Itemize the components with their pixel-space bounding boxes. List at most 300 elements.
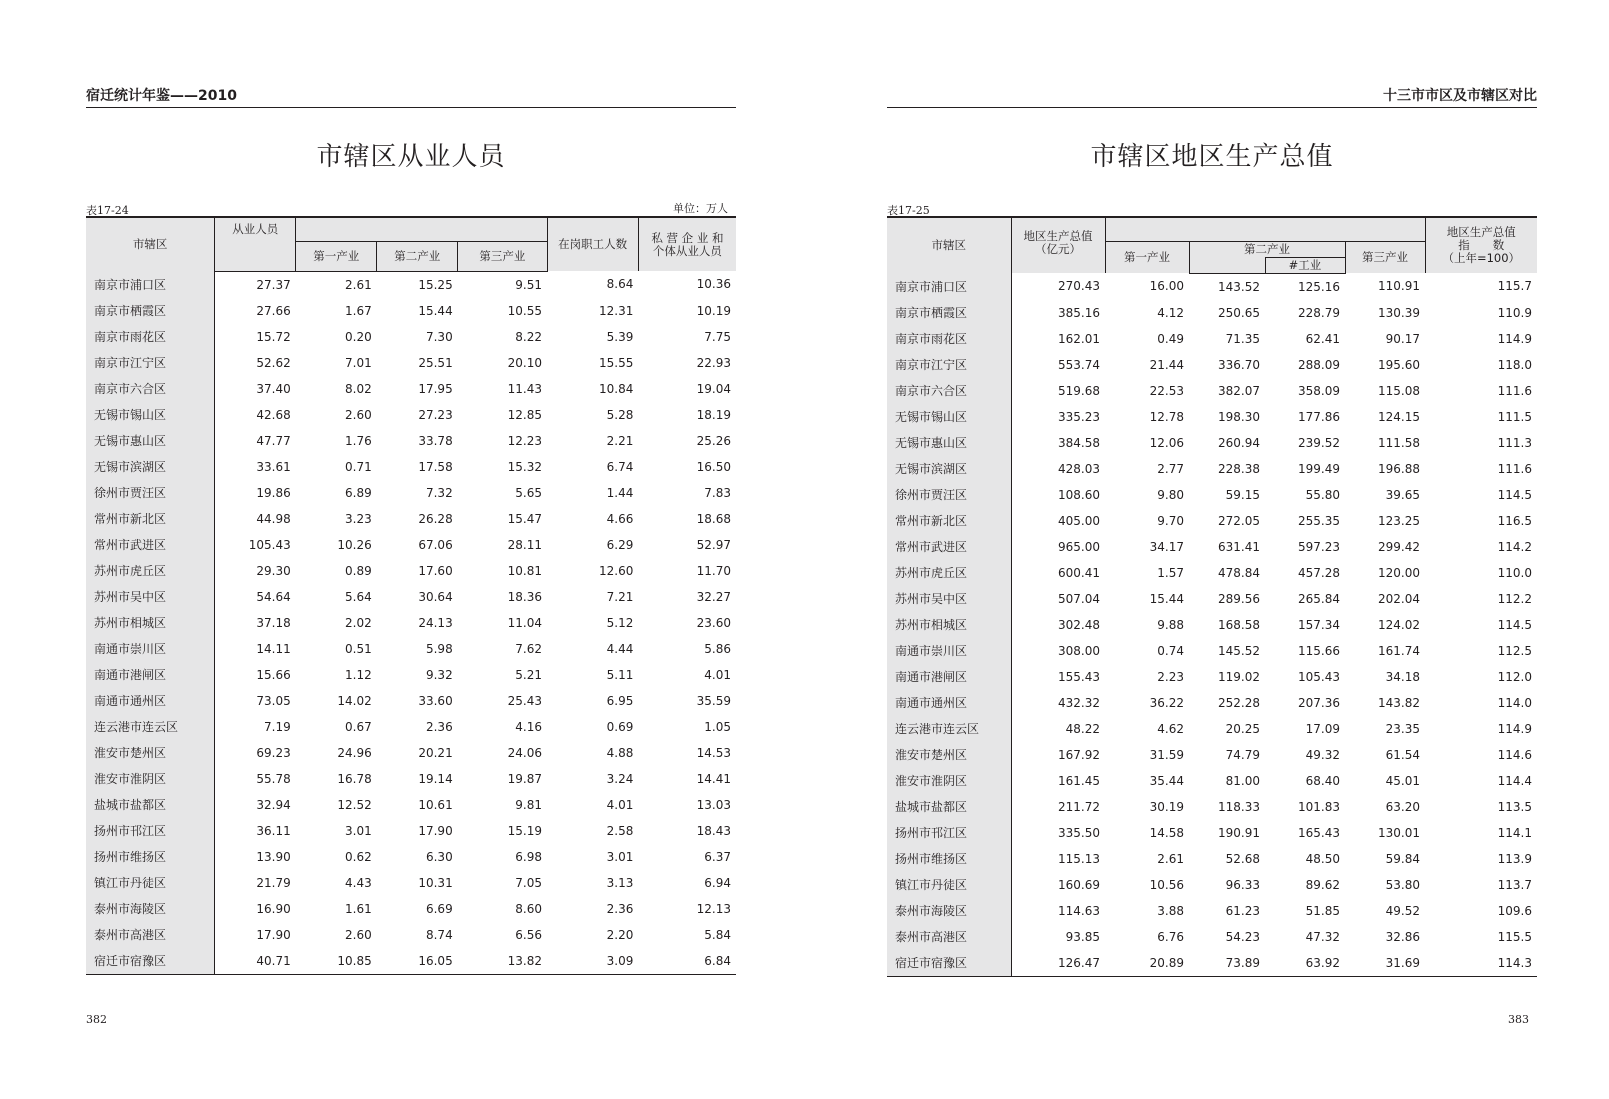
row-cell: 2.60 xyxy=(345,927,372,942)
row-cell: 27.37 xyxy=(256,277,291,292)
row-cell: 15.55 xyxy=(599,355,634,370)
row-district-name: 常州市武进区 xyxy=(887,534,1011,560)
row-cell: 5.12 xyxy=(606,615,634,630)
row-district-name: 南通市崇川区 xyxy=(86,636,215,662)
row-cell: 10.56 xyxy=(1149,877,1184,892)
row-cell: 190.91 xyxy=(1218,825,1260,840)
row-cell: 1.57 xyxy=(1157,565,1184,580)
row-cell: 196.88 xyxy=(1378,461,1420,476)
row-cell: 115.13 xyxy=(1058,851,1100,866)
row-cell: 17.95 xyxy=(418,381,453,396)
row-district-name: 盐城市盐都区 xyxy=(86,792,215,818)
row-cell: 382.07 xyxy=(1218,383,1260,398)
row-cell: 432.32 xyxy=(1058,695,1100,710)
row-cell: 123.25 xyxy=(1378,513,1420,528)
row-district-name: 徐州市贾汪区 xyxy=(887,482,1011,508)
row-cell: 1.05 xyxy=(704,719,731,734)
row-cell: 114.4 xyxy=(1497,773,1532,788)
row-cell: 199.49 xyxy=(1298,461,1340,476)
row-cell: 0.89 xyxy=(345,563,372,578)
row-district-name: 南京市六合区 xyxy=(86,376,215,402)
row-district-name: 无锡市惠山区 xyxy=(887,430,1011,456)
row-cell: 10.26 xyxy=(337,537,372,552)
row-cell: 15.19 xyxy=(507,823,542,838)
row-cell: 6.84 xyxy=(638,948,736,975)
row-cell: 48.50 xyxy=(1305,851,1340,866)
row-cell: 4.01 xyxy=(704,667,731,682)
table-row xyxy=(887,378,1537,404)
row-cell: 2.36 xyxy=(606,901,634,916)
row-cell: 4.16 xyxy=(515,719,542,734)
row-cell: 35.44 xyxy=(1149,773,1184,788)
header-district: 市辖区 xyxy=(86,217,215,271)
row-district-name: 镇江市丹徒区 xyxy=(887,872,1011,898)
table-row xyxy=(86,688,736,714)
row-cell: 198.30 xyxy=(1218,409,1260,424)
row-cell: 160.69 xyxy=(1058,877,1100,892)
row-cell: 7.75 xyxy=(704,329,731,344)
row-cell: 130.39 xyxy=(1378,305,1420,320)
table-row xyxy=(86,584,736,610)
row-cell: 0.74 xyxy=(1157,643,1184,658)
row-cell: 195.60 xyxy=(1378,357,1420,372)
row-cell: 16.78 xyxy=(337,771,372,786)
row-cell: 2.61 xyxy=(1157,851,1184,866)
row-cell: 13.03 xyxy=(696,797,731,812)
row-cell: 270.43 xyxy=(1058,279,1100,294)
row-cell: 15.44 xyxy=(418,303,453,318)
row-cell: 113.7 xyxy=(1497,877,1532,892)
row-cell: 33.61 xyxy=(256,459,291,474)
row-district-name: 镇江市丹徒区 xyxy=(86,870,215,896)
table-row xyxy=(887,950,1537,977)
table-row xyxy=(887,273,1537,300)
row-district-name: 淮安市淮阴区 xyxy=(86,766,215,792)
row-cell: 33.78 xyxy=(418,433,453,448)
row-cell: 120.00 xyxy=(1378,565,1420,580)
row-cell: 115.08 xyxy=(1378,383,1420,398)
row-district-name: 苏州市相城区 xyxy=(86,610,215,636)
table-row xyxy=(887,612,1537,638)
table-row xyxy=(887,560,1537,586)
table-row xyxy=(887,664,1537,690)
table-row xyxy=(887,482,1537,508)
row-district-name: 连云港市连云区 xyxy=(887,716,1011,742)
table-row xyxy=(86,948,736,975)
row-cell: 26.28 xyxy=(418,511,453,526)
row-cell: 4.01 xyxy=(606,797,634,812)
row-cell: 3.09 xyxy=(547,948,638,975)
row-cell: 336.70 xyxy=(1218,357,1260,372)
page-title-left: 市辖区从业人员 xyxy=(316,142,506,172)
row-cell: 67.06 xyxy=(418,537,453,552)
header-private-line2: 个体从业人员 xyxy=(652,243,722,258)
table-row xyxy=(86,896,736,922)
row-cell: 5.65 xyxy=(515,485,542,500)
row-cell: 111.6 xyxy=(1497,383,1532,398)
header-gdp-primary: 第一产业 xyxy=(1105,241,1189,273)
row-cell: 16.50 xyxy=(696,459,731,474)
table-row xyxy=(887,430,1537,456)
row-cell: 5.39 xyxy=(606,329,634,344)
row-cell: 16.05 xyxy=(377,948,458,975)
row-cell: 2.02 xyxy=(345,615,372,630)
row-cell: 81.00 xyxy=(1225,773,1260,788)
row-district-name: 南通市崇川区 xyxy=(887,638,1011,664)
row-cell: 130.01 xyxy=(1378,825,1420,840)
row-cell: 47.77 xyxy=(256,433,291,448)
row-cell: 54.64 xyxy=(256,589,291,604)
row-district-name: 扬州市维扬区 xyxy=(86,844,215,870)
row-district-name: 泰州市海陵区 xyxy=(887,898,1011,924)
row-cell: 13.82 xyxy=(458,948,547,975)
table-row xyxy=(887,508,1537,534)
row-cell: 211.72 xyxy=(1058,799,1100,814)
row-cell: 228.38 xyxy=(1218,461,1260,476)
row-cell: 118.33 xyxy=(1218,799,1260,814)
row-cell: 10.81 xyxy=(507,563,542,578)
row-cell: 157.34 xyxy=(1298,617,1340,632)
row-cell: 12.85 xyxy=(507,407,542,422)
running-head-left: 宿迁统计年鉴——2010 xyxy=(86,85,736,108)
page-number-left: 382 xyxy=(86,1013,107,1026)
row-cell: 5.64 xyxy=(345,589,372,604)
table-row xyxy=(86,324,736,350)
header-private-line1: 私 营 企 业 和 xyxy=(651,230,724,245)
row-cell: 112.2 xyxy=(1497,591,1532,606)
row-cell: 14.11 xyxy=(256,641,291,656)
row-cell: 6.37 xyxy=(704,849,731,864)
row-cell: 405.00 xyxy=(1058,513,1100,528)
row-cell: 18.19 xyxy=(696,407,731,422)
header-tertiary: 第三产业 xyxy=(458,241,547,271)
row-cell: 7.01 xyxy=(345,355,372,370)
row-cell: 21.79 xyxy=(256,875,291,890)
table-row xyxy=(887,768,1537,794)
row-cell: 114.2 xyxy=(1497,539,1532,554)
row-cell: 13.90 xyxy=(256,849,291,864)
row-cell: 457.28 xyxy=(1298,565,1340,580)
row-cell: 2.61 xyxy=(345,277,372,292)
row-cell: 32.27 xyxy=(696,589,731,604)
table-row xyxy=(887,742,1537,768)
row-cell: 5.86 xyxy=(704,641,731,656)
row-cell: 15.44 xyxy=(1149,591,1184,606)
row-district-name: 淮安市楚州区 xyxy=(86,740,215,766)
row-cell: 114.0 xyxy=(1497,695,1532,710)
row-cell: 358.09 xyxy=(1298,383,1340,398)
row-cell: 6.29 xyxy=(606,537,634,552)
row-cell: 10.36 xyxy=(696,277,731,292)
row-cell: 145.52 xyxy=(1218,643,1260,658)
table-row xyxy=(86,298,736,324)
row-cell: 25.51 xyxy=(418,355,453,370)
row-cell: 4.43 xyxy=(345,875,372,890)
row-cell: 0.51 xyxy=(345,641,372,656)
table-row xyxy=(86,636,736,662)
row-cell: 597.23 xyxy=(1298,539,1340,554)
row-district-name: 盐城市盐都区 xyxy=(887,794,1011,820)
table-row xyxy=(887,300,1537,326)
row-cell: 74.79 xyxy=(1225,747,1260,762)
row-cell: 126.47 xyxy=(1011,950,1105,977)
row-cell: 2.21 xyxy=(606,433,634,448)
table-row xyxy=(887,872,1537,898)
row-cell: 272.05 xyxy=(1218,513,1260,528)
row-cell: 553.74 xyxy=(1058,357,1100,372)
row-district-name: 宿迁市宿豫区 xyxy=(887,950,1011,977)
row-cell: 28.11 xyxy=(507,537,542,552)
row-cell: 24.13 xyxy=(418,615,453,630)
row-cell: 10.31 xyxy=(418,875,453,890)
row-cell: 33.60 xyxy=(418,693,453,708)
row-cell: 4.44 xyxy=(606,641,634,656)
row-district-name: 南京市六合区 xyxy=(887,378,1011,404)
row-district-name: 淮安市楚州区 xyxy=(887,742,1011,768)
row-cell: 299.42 xyxy=(1378,539,1420,554)
row-cell: 15.32 xyxy=(507,459,542,474)
row-cell: 308.00 xyxy=(1058,643,1100,658)
row-district-name: 常州市武进区 xyxy=(86,532,215,558)
row-cell: 118.0 xyxy=(1497,357,1532,372)
row-cell: 71.35 xyxy=(1225,331,1260,346)
row-cell: 5.84 xyxy=(704,927,731,942)
table-number-left: 表17-24 xyxy=(86,204,129,217)
row-cell: 59.84 xyxy=(1385,851,1420,866)
table-row xyxy=(86,870,736,896)
row-cell: 3.13 xyxy=(606,875,634,890)
row-cell: 61.23 xyxy=(1225,903,1260,918)
row-cell: 52.97 xyxy=(696,537,731,552)
header-index-line3: （上年=100） xyxy=(1442,251,1521,265)
row-cell: 2.23 xyxy=(1157,669,1184,684)
header-employed-spacer xyxy=(215,241,296,271)
row-cell: 32.86 xyxy=(1385,929,1420,944)
row-cell: 7.05 xyxy=(515,875,542,890)
row-cell: 161.45 xyxy=(1058,773,1100,788)
row-cell: 17.90 xyxy=(418,823,453,838)
header-industry-group xyxy=(296,217,547,241)
header-gdp-secondary-spacer xyxy=(1189,257,1265,273)
row-cell: 143.82 xyxy=(1378,695,1420,710)
row-cell: 10.85 xyxy=(296,948,377,975)
row-cell: 111.3 xyxy=(1497,435,1532,450)
row-district-name: 南京市江宁区 xyxy=(887,352,1011,378)
row-cell: 31.59 xyxy=(1149,747,1184,762)
row-cell: 2.36 xyxy=(425,719,453,734)
row-cell: 36.11 xyxy=(256,823,291,838)
row-cell: 4.12 xyxy=(1157,305,1184,320)
row-district-name: 苏州市吴中区 xyxy=(86,584,215,610)
row-district-name: 宿迁市宿豫区 xyxy=(86,948,215,975)
running-head-right: 十三市市区及市辖区对比 xyxy=(887,85,1537,108)
table-row xyxy=(86,271,736,298)
row-district-name: 南京市栖霞区 xyxy=(86,298,215,324)
row-cell: 73.05 xyxy=(256,693,291,708)
row-cell: 7.21 xyxy=(606,589,634,604)
row-cell: 10.61 xyxy=(418,797,453,812)
row-cell: 93.85 xyxy=(1065,929,1100,944)
row-cell: 105.43 xyxy=(1298,669,1340,684)
row-district-name: 南京市栖霞区 xyxy=(887,300,1011,326)
row-cell: 55.80 xyxy=(1305,487,1340,502)
row-cell: 25.43 xyxy=(507,693,542,708)
row-cell: 335.50 xyxy=(1058,825,1100,840)
row-cell: 114.63 xyxy=(1058,903,1100,918)
table-row xyxy=(86,506,736,532)
row-cell: 105.43 xyxy=(248,537,291,552)
row-cell: 115.66 xyxy=(1298,643,1340,658)
row-cell: 114.3 xyxy=(1425,950,1537,977)
row-cell: 6.98 xyxy=(515,849,542,864)
row-cell: 15.25 xyxy=(418,277,453,292)
row-cell: 250.65 xyxy=(1218,305,1260,320)
row-cell: 161.74 xyxy=(1378,643,1420,658)
row-district-name: 南京市江宁区 xyxy=(86,350,215,376)
row-district-name: 常州市新北区 xyxy=(887,508,1011,534)
row-district-name: 泰州市高港区 xyxy=(887,924,1011,950)
row-cell: 5.21 xyxy=(515,667,542,682)
row-cell: 15.66 xyxy=(256,667,291,682)
row-cell: 6.56 xyxy=(515,927,542,942)
employment-table xyxy=(86,216,736,975)
row-cell: 63.20 xyxy=(1385,799,1420,814)
table-row xyxy=(887,326,1537,352)
row-cell: 8.64 xyxy=(606,277,634,292)
row-cell: 124.15 xyxy=(1378,409,1420,424)
row-district-name: 无锡市滨湖区 xyxy=(86,454,215,480)
row-cell: 255.35 xyxy=(1298,513,1340,528)
gdp-table-body xyxy=(887,273,1537,976)
row-cell: 89.62 xyxy=(1305,877,1340,892)
row-cell: 113.5 xyxy=(1497,799,1532,814)
row-cell: 101.83 xyxy=(1298,799,1340,814)
row-cell: 7.83 xyxy=(704,485,731,500)
header-employed: 从业人员 xyxy=(215,217,296,241)
row-cell: 3.01 xyxy=(606,849,634,864)
row-cell: 115.5 xyxy=(1497,929,1532,944)
row-cell: 5.11 xyxy=(606,667,634,682)
row-cell: 112.0 xyxy=(1497,669,1532,684)
table-row xyxy=(86,532,736,558)
row-cell: 6.30 xyxy=(425,849,453,864)
table-row xyxy=(887,924,1537,950)
table-row xyxy=(887,638,1537,664)
table-row xyxy=(86,818,736,844)
row-cell: 17.58 xyxy=(418,459,453,474)
row-district-name: 泰州市海陵区 xyxy=(86,896,215,922)
row-cell: 69.23 xyxy=(256,745,291,760)
row-cell: 20.21 xyxy=(418,745,453,760)
row-cell: 9.32 xyxy=(425,667,453,682)
row-cell: 11.43 xyxy=(507,381,542,396)
row-cell: 3.01 xyxy=(345,823,372,838)
row-cell: 125.16 xyxy=(1298,279,1340,294)
row-cell: 8.02 xyxy=(345,381,372,396)
row-cell: 289.56 xyxy=(1218,591,1260,606)
row-cell: 27.66 xyxy=(256,303,291,318)
row-district-name: 扬州市邗江区 xyxy=(86,818,215,844)
row-cell: 6.89 xyxy=(345,485,372,500)
table-row xyxy=(887,352,1537,378)
row-cell: 14.58 xyxy=(1149,825,1184,840)
row-cell: 162.01 xyxy=(1058,331,1100,346)
row-cell: 14.53 xyxy=(696,745,731,760)
row-cell: 29.30 xyxy=(256,563,291,578)
row-cell: 68.40 xyxy=(1305,773,1340,788)
row-cell: 6.95 xyxy=(606,693,634,708)
row-cell: 52.68 xyxy=(1225,851,1260,866)
row-cell: 42.68 xyxy=(256,407,291,422)
header-index-line2: 指 数 xyxy=(1458,238,1505,252)
row-cell: 114.9 xyxy=(1497,721,1532,736)
table-row xyxy=(86,350,736,376)
table-row xyxy=(887,846,1537,872)
unit-label: 单位：万人 xyxy=(673,202,728,215)
row-district-name: 苏州市虎丘区 xyxy=(86,558,215,584)
row-cell: 40.71 xyxy=(215,948,296,975)
row-cell: 32.94 xyxy=(256,797,291,812)
row-cell: 0.20 xyxy=(345,329,372,344)
row-cell: 49.32 xyxy=(1305,747,1340,762)
row-cell: 478.84 xyxy=(1218,565,1260,580)
row-cell: 30.19 xyxy=(1149,799,1184,814)
row-cell: 207.36 xyxy=(1298,695,1340,710)
row-cell: 20.25 xyxy=(1225,721,1260,736)
row-cell: 7.19 xyxy=(264,719,291,734)
row-cell: 51.85 xyxy=(1305,903,1340,918)
header-gdp-industry-group xyxy=(1105,217,1425,241)
row-cell: 302.48 xyxy=(1058,617,1100,632)
row-cell: 114.1 xyxy=(1497,825,1532,840)
row-cell: 20.10 xyxy=(507,355,542,370)
row-cell: 22.53 xyxy=(1149,383,1184,398)
header-on-post: 在岗职工人数 xyxy=(547,217,638,271)
row-cell: 110.0 xyxy=(1497,565,1532,580)
row-cell: 167.92 xyxy=(1058,747,1100,762)
row-cell: 110.91 xyxy=(1378,279,1420,294)
employment-table-body xyxy=(86,271,736,974)
row-cell: 52.62 xyxy=(256,355,291,370)
table-row xyxy=(86,792,736,818)
row-cell: 260.94 xyxy=(1218,435,1260,450)
row-district-name: 泰州市高港区 xyxy=(86,922,215,948)
table-row xyxy=(86,402,736,428)
row-district-name: 苏州市吴中区 xyxy=(887,586,1011,612)
row-cell: 34.17 xyxy=(1149,539,1184,554)
row-cell: 17.09 xyxy=(1305,721,1340,736)
row-cell: 8.60 xyxy=(515,901,542,916)
page-title-right: 市辖区地区生产总值 xyxy=(1090,142,1334,172)
row-district-name: 南通市港闸区 xyxy=(887,664,1011,690)
left-page xyxy=(86,0,736,1099)
row-cell: 12.23 xyxy=(507,433,542,448)
header-primary: 第一产业 xyxy=(296,241,377,271)
row-cell: 114.5 xyxy=(1497,487,1532,502)
table-row xyxy=(86,454,736,480)
row-district-name: 南通市通州区 xyxy=(86,688,215,714)
row-cell: 8.74 xyxy=(425,927,453,942)
row-cell: 37.18 xyxy=(256,615,291,630)
row-cell: 6.74 xyxy=(606,459,634,474)
row-cell: 19.14 xyxy=(418,771,453,786)
header-gdp-line2: （亿元） xyxy=(1035,242,1081,256)
row-cell: 202.04 xyxy=(1378,591,1420,606)
row-cell: 59.15 xyxy=(1225,487,1260,502)
row-cell: 16.00 xyxy=(1149,279,1184,294)
row-cell: 63.92 xyxy=(1265,950,1345,977)
row-cell: 116.5 xyxy=(1497,513,1532,528)
